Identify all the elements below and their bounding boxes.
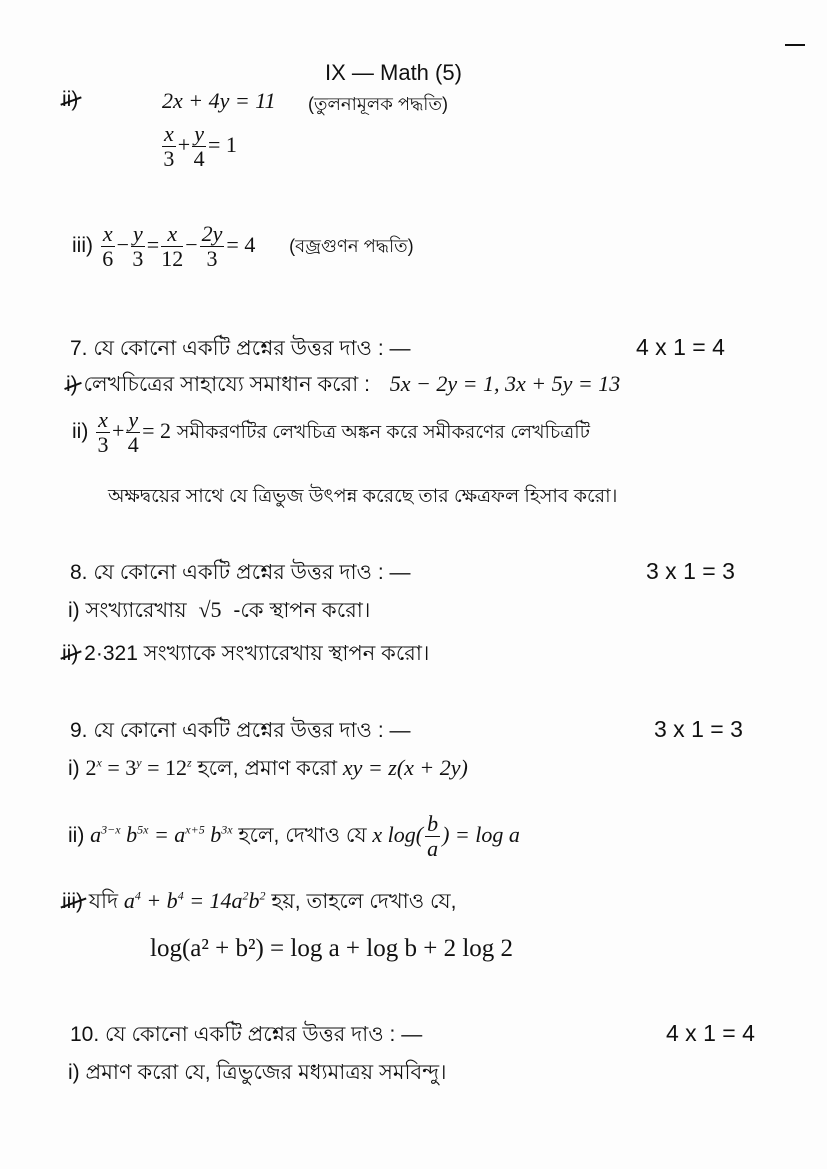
q8-ii: ii) 2·321 সংখ্যাকে সংখ্যারেখায় স্থাপন করো।: [62, 642, 430, 665]
q8-heading: 8. যে কোনো একটি প্রশ্নের উত্তর দাও : —: [70, 561, 411, 584]
q10-i: i) প্রমাণ করো যে, ত্রিভুজের মধ্যমাত্রয় সমবিন্দু।: [68, 1061, 447, 1084]
q9-heading: 9. যে কোনো একটি প্রশ্নের উত্তর দাও : —: [70, 719, 411, 742]
q6-ii-method: (তুলনামূলক পদ্ধতি): [308, 94, 448, 114]
q7-marks: 4 x 1 = 4: [636, 334, 725, 360]
margin-dash: [785, 44, 805, 46]
q6-ii-label: ii): [62, 88, 79, 111]
q7-ii-continued: অক্ষদ্বয়ের সাথে যে ত্রিভুজ উৎপন্ন করেছে তার ক্ষেত্রফল হিসাব করো।: [108, 486, 618, 507]
q7-ii: ii) $\frac{x}{3}$ + $\frac{y}{4}$ = 2 সমীকরণটির লেখচিত্র অঙ্কন করে সমীকরণের লেখচিত্রটি: [72, 407, 590, 457]
q9-ii: ii) $a^{3-x}$ $b^{5x} = a^{x+5}$ $b^{3x}$ হলে, দেখাও যে x log( $\frac{b}{a}$ ) = log a: [68, 811, 520, 861]
q6-ii-equation2: $\frac{x}{3}$ + $\frac{y}{4}$ = 1: [163, 121, 237, 171]
q9-i-condition: $2^x = 3^y = 12^z$: [85, 755, 192, 780]
q10-marks: 4 x 1 = 4: [666, 1020, 755, 1046]
q9-ii-condition: $a^{3-x}$ $b^{5x} = a^{x+5}$ $b^{3x}$: [90, 822, 233, 848]
q9-marks: 3 x 1 = 3: [654, 716, 743, 742]
q9-iii: iii) যদি $a^4 + b^4 = 14a^2b^2$ হয়, তাহলে দেখাও যে,: [62, 888, 457, 913]
q6-iii: iii) $\frac{x}{6}$ − $\frac{y}{3}$ = $\frac{x}{12}$ − $\frac{2y}{3}$ = 4 (বজ্রগুণন পদ্ধতি): [72, 221, 414, 271]
q10-heading: 10. যে কোনো একটি প্রশ্নের উত্তর দাও : —: [70, 1023, 423, 1046]
q7-heading: 7. যে কোনো একটি প্রশ্নের উত্তর দাও : —: [70, 337, 411, 360]
q8-marks: 3 x 1 = 3: [646, 558, 735, 584]
page-title: IX — Math (5): [325, 60, 462, 85]
q9-iii-condition: $a^4 + b^4 = 14a^2b^2$: [123, 888, 266, 913]
q9-i: i) $2^x = 3^y = 12^z$ হলে, প্রমাণ করো xy = z(x + 2y): [68, 755, 468, 780]
q7-i: i) লেখচিত্রের সাহায্যে সমাধান করো : 5x − 2y = 1, 3x + 5y = 13: [66, 371, 621, 396]
q6-ii-equation1: 2x + 4y = 11: [162, 88, 276, 113]
q8-i: i) সংখ্যারেখায় √5 -কে স্থাপন করো।: [68, 597, 371, 622]
q9-iii-result: log(a² + b²) = log a + log b + 2 log 2: [150, 935, 514, 962]
